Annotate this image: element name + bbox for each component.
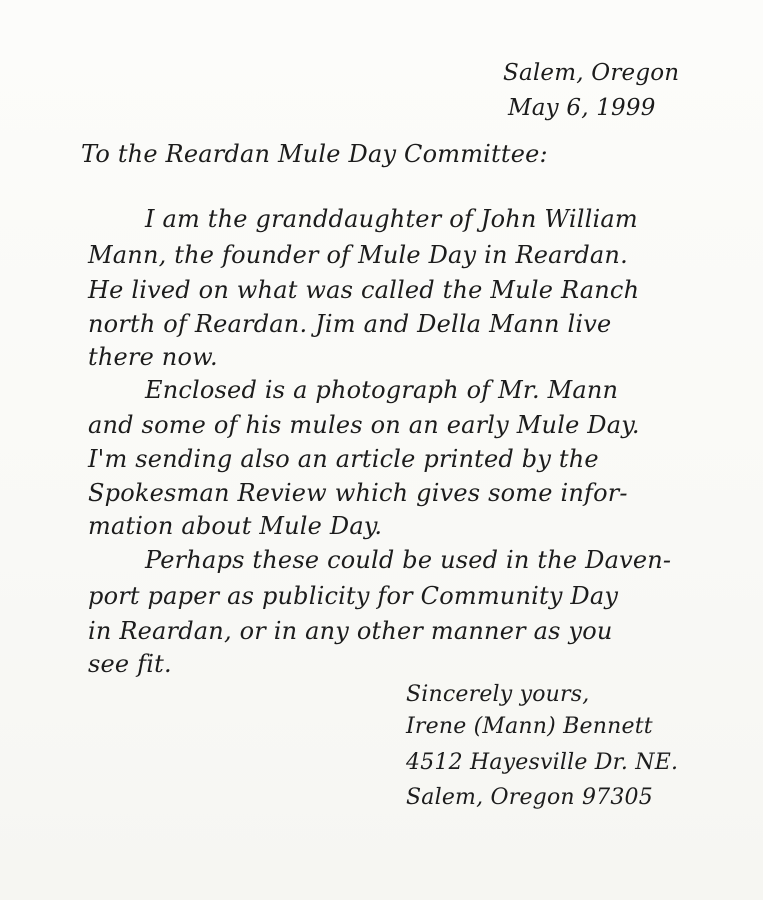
letter-place: Salem, Oregon bbox=[503, 60, 680, 86]
address-city: Salem, Oregon 97305 bbox=[406, 785, 653, 810]
body-line: mation about Mule Day. bbox=[88, 512, 383, 540]
salutation: To the Reardan Mule Day Committee: bbox=[81, 140, 548, 168]
body-line: and some of his mules on an early Mule Day. bbox=[88, 411, 640, 439]
body-line: Mann, the founder of Mule Day in Reardan. bbox=[88, 241, 628, 269]
body-line: port paper as publicity for Community Day bbox=[88, 582, 619, 610]
body-line: Perhaps these could be used in the Daven- bbox=[145, 546, 672, 574]
body-line: I am the granddaughter of John William bbox=[145, 205, 638, 233]
body-line: north of Reardan. Jim and Della Mann live bbox=[88, 310, 612, 338]
body-line: see fit. bbox=[88, 650, 172, 678]
valediction: Sincerely yours, bbox=[406, 682, 590, 707]
body-line: Enclosed is a photograph of Mr. Mann bbox=[145, 376, 619, 404]
body-line: in Reardan, or in any other manner as you bbox=[88, 617, 613, 645]
body-line: He lived on what was called the Mule Ranch bbox=[88, 276, 640, 304]
body-line: I'm sending also an article printed by the bbox=[88, 445, 599, 473]
letter-date: May 6, 1999 bbox=[508, 95, 656, 121]
body-line: Spokesman Review which gives some infor- bbox=[88, 479, 628, 507]
signature-name: Irene (Mann) Bennett bbox=[406, 714, 653, 739]
body-line: there now. bbox=[88, 343, 218, 371]
address-street: 4512 Hayesville Dr. NE. bbox=[406, 750, 679, 775]
